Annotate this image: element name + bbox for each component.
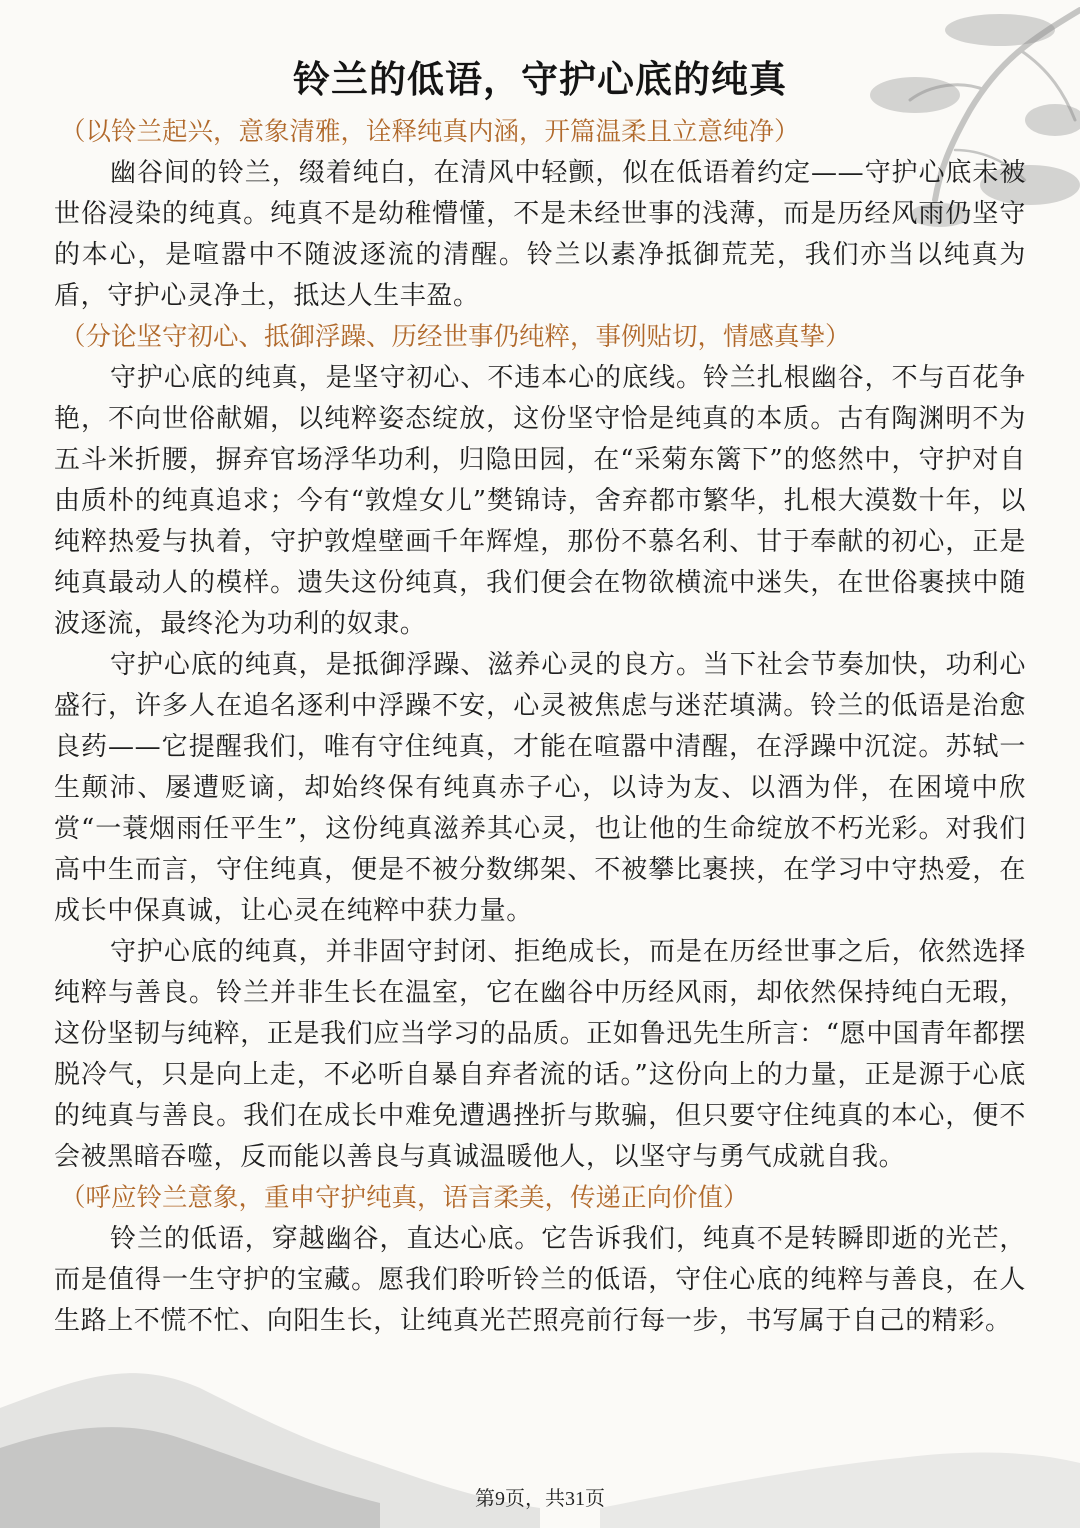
- page-title: 铃兰的低语，守护心底的纯真: [293, 58, 787, 101]
- paragraph-body-3: 守护心底的纯真，并非固守封闭、拒绝成长，而是在历经世事之后，依然选择纯粹与善良。铃兰并非生长在温室，它在幽谷中历经风雨，却依然保持纯白无瑕，这份坚韧与纯粹，正是我们应当学习的品质。正如鲁迅先生所言：“愿中国青年都摆脱冷气，只是向上走，不必听自暴自弃者流的话。”这份向上的力量，正是源于心底的纯真与善良。我们在成长中难免遭遇挫折与欺骗，但只要守住纯真的本心，便不会被黑暗吞噬，反而能以善良与真诚温暖他人，以坚守与勇气成就自我。: [54, 937, 1026, 1172]
- page-number: 第9页，共31页: [475, 1488, 605, 1510]
- article: [54, 54, 1026, 1342]
- annotation-intro: （以铃兰起兴，意象清雅，诠释纯真内涵，开篇温柔且立意纯净）: [60, 117, 800, 147]
- annotation-body: （分论坚守初心、抵御浮躁、历经世事仍纯粹，事例贴切，情感真挚）: [60, 322, 851, 352]
- annotation-conclusion: （呼应铃兰意象，重申守护纯真，语言柔美，传递正向价值）: [60, 1183, 749, 1213]
- paragraph-body-2: 守护心底的纯真，是抵御浮躁、滋养心灵的良方。当下社会节奏加快，功利心盛行，许多人在追名逐利中浮躁不安，心灵被焦虑与迷茫填满。铃兰的低语是治愈良药——它提醒我们，唯有守住纯真，才能在喧嚣中清醒，在浮躁中沉淀。苏轼一生颠沛、屡遭贬谪，却始终保有纯真赤子心，以诗为友、以酒为伴，在困境中欣赏“一蓑烟雨任平生”，这份纯真滋养其心灵，也让他的生命绽放不朽光彩。对我们高中生而言，守住纯真，便是不被分数绑架、不被攀比裹挟，在学习中守热爱，在成长中保真诚，让心灵在纯粹中获力量。: [54, 650, 1026, 926]
- paragraph-body-1: 守护心底的纯真，是坚守初心、不违本心的底线。铃兰扎根幽谷，不与百花争艳，不向世俗献媚，以纯粹姿态绽放，这份坚守恰是纯真的本质。古有陶渊明不为五斗米折腰，摒弃官场浮华功利，归隐田园，在“采菊东篱下”的悠然中，守护对自由质朴的纯真追求；今有“敦煌女儿”樊锦诗，舍弃都市繁华，扎根大漠数十年，以纯粹热爱与执着，守护敦煌壁画千年辉煌，那份不慕名利、甘于奉献的初心，正是纯真最动人的模样。遗失这份纯真，我们便会在物欲横流中迷失，在世俗裹挟中随波逐流，最终沦为功利的奴隶。: [54, 363, 1026, 639]
- paragraph-intro: 幽谷间的铃兰，缀着纯白，在清风中轻颤，似在低语着约定——守护心底未被世俗浸染的纯真。纯真不是幼稚懵懂，不是未经世事的浅薄，而是历经风雨仍坚守的本心，是喧嚣中不随波逐流的清醒。铃兰以素净抵御荒芜，我们亦当以纯真为盾，守护心灵净土，抵达人生丰盈。: [54, 158, 1026, 311]
- paragraph-conclusion: 铃兰的低语，穿越幽谷，直达心底。它告诉我们，纯真不是转瞬即逝的光芒，而是值得一生守护的宝藏。愿我们聆听铃兰的低语，守住心底的纯粹与善良，在人生路上不慌不忙、向阳生长，让纯真光芒照亮前行每一步，书写属于自己的精彩。: [54, 1224, 1026, 1336]
